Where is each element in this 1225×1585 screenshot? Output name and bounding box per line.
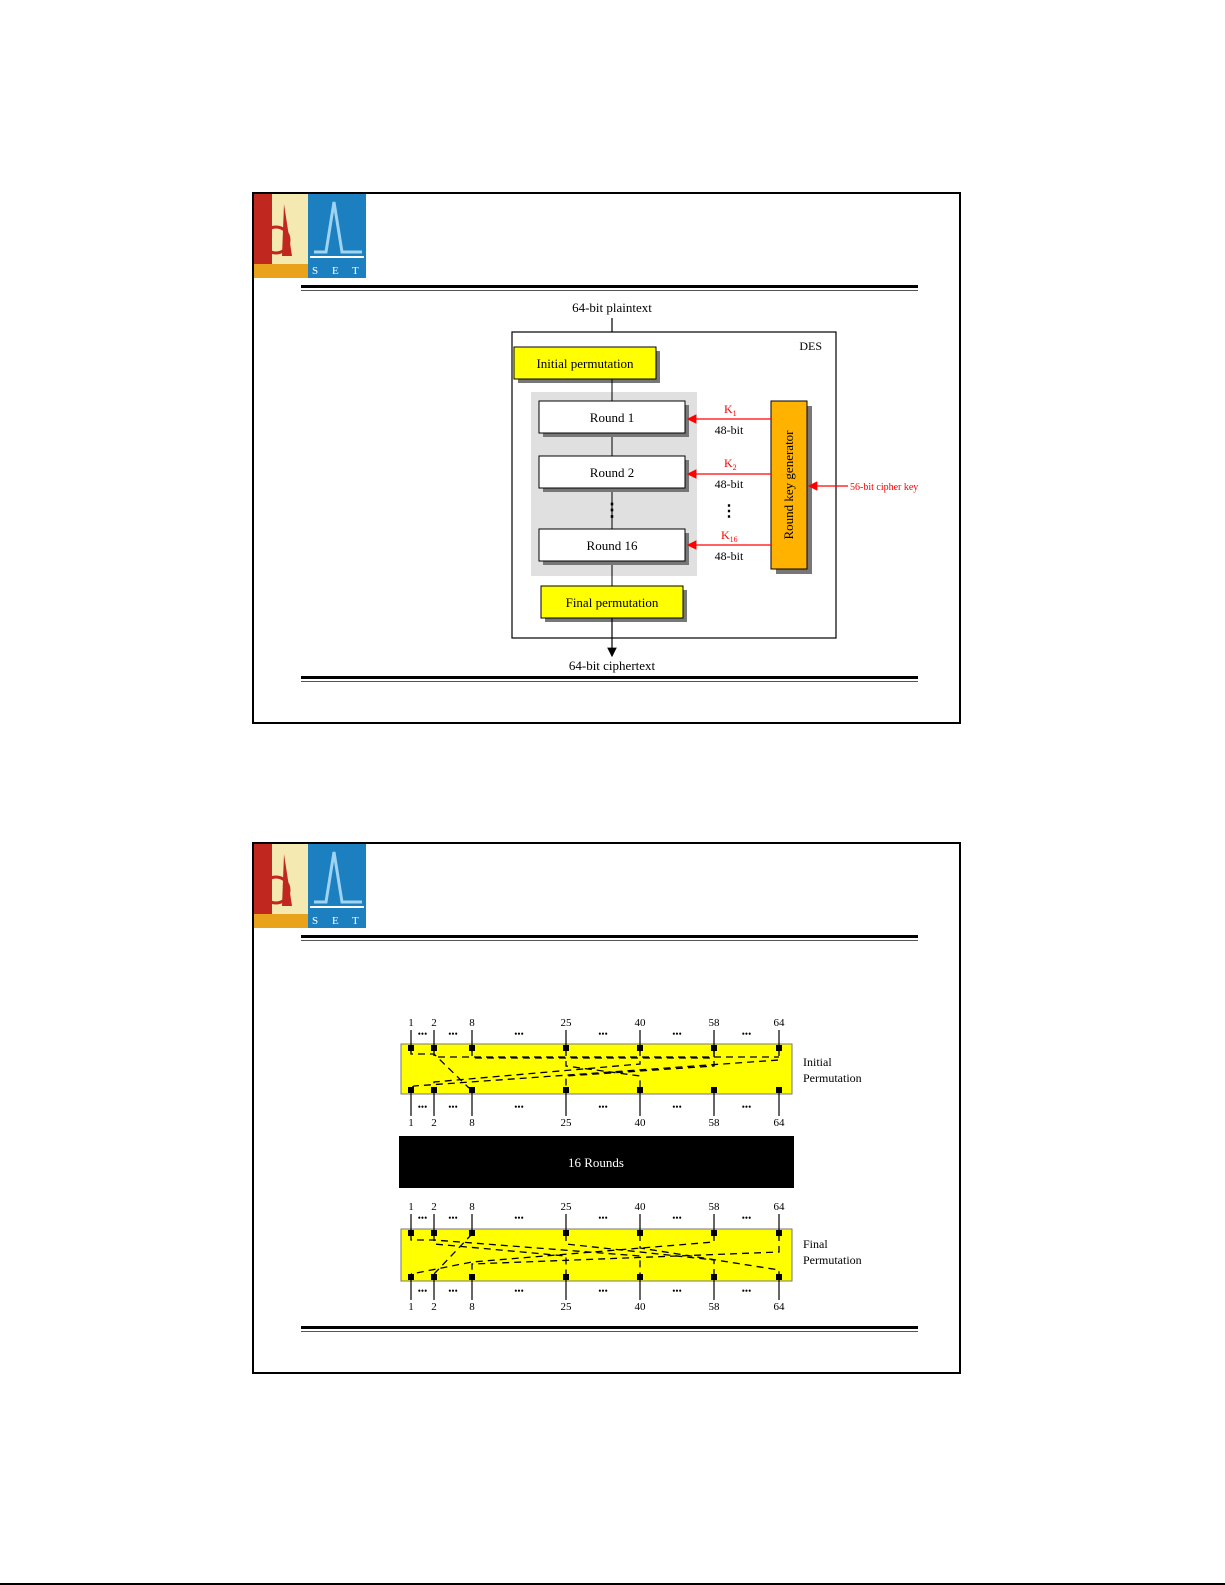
bit-number: 58 (708, 1301, 720, 1313)
ellipsis-dots: ••• (417, 1213, 428, 1223)
bit-node (563, 1087, 569, 1093)
bit-node (637, 1274, 643, 1280)
bit-node (469, 1045, 475, 1051)
bit-number: 40 (634, 1117, 646, 1129)
bit-node (469, 1274, 475, 1280)
bit-number: 64 (773, 1201, 785, 1213)
bit-number: 58 (708, 1017, 720, 1029)
initial-permutation-band (401, 1044, 792, 1094)
round-ellipsis: ⋮ (603, 500, 621, 520)
ellipsis-dots: ••• (514, 1286, 524, 1296)
ellipsis-dots: ••• (672, 1286, 682, 1296)
slide-des-structure (252, 192, 961, 724)
initial-input-numbers (408, 1017, 785, 1029)
key-16-bits: 48-bit (714, 549, 744, 563)
ellipsis-dots: ••• (672, 1029, 682, 1039)
bit-node (711, 1274, 717, 1280)
ellipsis-dots: ••• (448, 1286, 458, 1296)
ellipsis-dots: ••• (598, 1213, 608, 1223)
bit-number: 25 (560, 1117, 572, 1129)
bit-node (776, 1274, 782, 1280)
bit-node (637, 1087, 643, 1093)
svg-text:T: T (352, 265, 359, 277)
ellipsis-dots: ••• (741, 1102, 752, 1112)
final-input-numbers (408, 1201, 785, 1213)
bit-node (563, 1274, 569, 1280)
bit-number: 58 (708, 1201, 720, 1213)
ellipsis-dots: ••• (514, 1102, 524, 1112)
bit-number: 1 (408, 1201, 414, 1213)
bit-node (431, 1045, 437, 1051)
plaintext-label: 64-bit plaintext (572, 300, 652, 315)
svg-text:E: E (332, 915, 339, 927)
bit-node (431, 1274, 437, 1280)
initial-output-numbers (408, 1117, 785, 1129)
ellipsis-dots: ••• (672, 1213, 682, 1223)
final-permutation-band (401, 1229, 792, 1281)
initial-permutation-label: Initial permutation (536, 356, 634, 371)
ellipsis-dots: ••• (598, 1029, 608, 1039)
bit-number: 2 (431, 1201, 437, 1213)
key-1-label: $K_1$ (724, 402, 737, 418)
bit-node (563, 1230, 569, 1236)
ellipsis-dots: ••• (448, 1213, 458, 1223)
bit-number: 25 (560, 1301, 572, 1313)
bit-node (776, 1230, 782, 1236)
bit-number: 2 (431, 1017, 437, 1029)
key-2-bits: 48-bit (714, 477, 744, 491)
bit-number: 1 (408, 1117, 414, 1129)
ellipsis-dots: ••• (672, 1102, 682, 1112)
slide-permutations (252, 842, 961, 1374)
bit-number: 2 (431, 1301, 437, 1313)
bit-node (431, 1230, 437, 1236)
bit-number: 8 (469, 1301, 475, 1313)
svg-text:S: S (312, 265, 319, 277)
ellipsis-dots: ••• (598, 1286, 608, 1296)
bit-number: 8 (469, 1017, 475, 1029)
bit-number: 25 (560, 1201, 572, 1213)
ellipsis-dots: ••• (417, 1029, 428, 1039)
svg-text:T: T (352, 915, 359, 927)
bit-number: 64 (773, 1117, 785, 1129)
cipher-key-label: 56-bit cipher key (850, 482, 919, 493)
bit-node (711, 1230, 717, 1236)
round-2-label: Round 2 (589, 465, 635, 480)
ellipsis-dots: ••• (741, 1286, 752, 1296)
ellipsis-dots: ••• (514, 1213, 524, 1223)
ellipsis-dots: ••• (448, 1029, 458, 1039)
key-1-bits: 48-bit (714, 423, 744, 437)
key-16-label: $K_{16}$ (721, 528, 738, 544)
bit-number: 2 (431, 1117, 437, 1129)
bit-number: 40 (634, 1017, 646, 1029)
svg-text:S: S (312, 915, 319, 927)
bit-node (408, 1230, 414, 1236)
bit-node (563, 1045, 569, 1051)
final-output-numbers (408, 1301, 785, 1313)
bit-node (408, 1045, 414, 1051)
bit-node (776, 1045, 782, 1051)
bit-number: 64 (773, 1301, 785, 1313)
bit-node (469, 1230, 475, 1236)
bit-number: 40 (634, 1301, 646, 1313)
ciphertext-label: 64-bit ciphertext (568, 658, 656, 673)
bit-node (711, 1087, 717, 1093)
bit-node (408, 1087, 414, 1093)
bit-node (776, 1087, 782, 1093)
bit-number: 25 (560, 1017, 572, 1029)
rounds-label: 16 Rounds (568, 1155, 624, 1170)
final-label-2: Permutation (803, 1253, 862, 1267)
bit-number: 8 (469, 1201, 475, 1213)
ellipsis-dots: ••• (417, 1102, 428, 1112)
bit-number: 1 (408, 1301, 414, 1313)
ellipsis-dots: ••• (448, 1102, 458, 1112)
ellipsis-dots: ••• (598, 1102, 608, 1112)
ellipsis-dots: ••• (514, 1029, 524, 1039)
bit-number: 58 (708, 1117, 720, 1129)
final-permutation-label: Final permutation (565, 595, 659, 610)
bit-node (408, 1274, 414, 1280)
permutation-diagram (254, 844, 963, 1376)
ellipsis-dots: ••• (741, 1029, 752, 1039)
bit-node (637, 1045, 643, 1051)
bit-number: 40 (634, 1201, 646, 1213)
bit-node (431, 1087, 437, 1093)
round-key-generator-label: Round key generator (781, 430, 796, 540)
key-ellipsis: ⋮ (721, 503, 737, 520)
des-diagram (254, 194, 963, 726)
initial-label-2: Permutation (803, 1071, 862, 1085)
ellipsis-dots: ••• (741, 1213, 752, 1223)
svg-text:E: E (332, 265, 339, 277)
ellipsis-dots: ••• (417, 1286, 428, 1296)
round-1-label: Round 1 (589, 410, 635, 425)
bit-number: 1 (408, 1017, 414, 1029)
initial-label-1: Initial (803, 1055, 832, 1069)
final-label-1: Final (803, 1237, 828, 1251)
bit-node (469, 1087, 475, 1093)
round-16-label: Round 16 (586, 538, 638, 553)
bit-node (711, 1045, 717, 1051)
bit-number: 8 (469, 1117, 475, 1129)
key-2-label: $K_2$ (724, 456, 737, 472)
bit-node (637, 1230, 643, 1236)
des-box-label: DES (799, 339, 822, 353)
bit-number: 64 (773, 1017, 785, 1029)
